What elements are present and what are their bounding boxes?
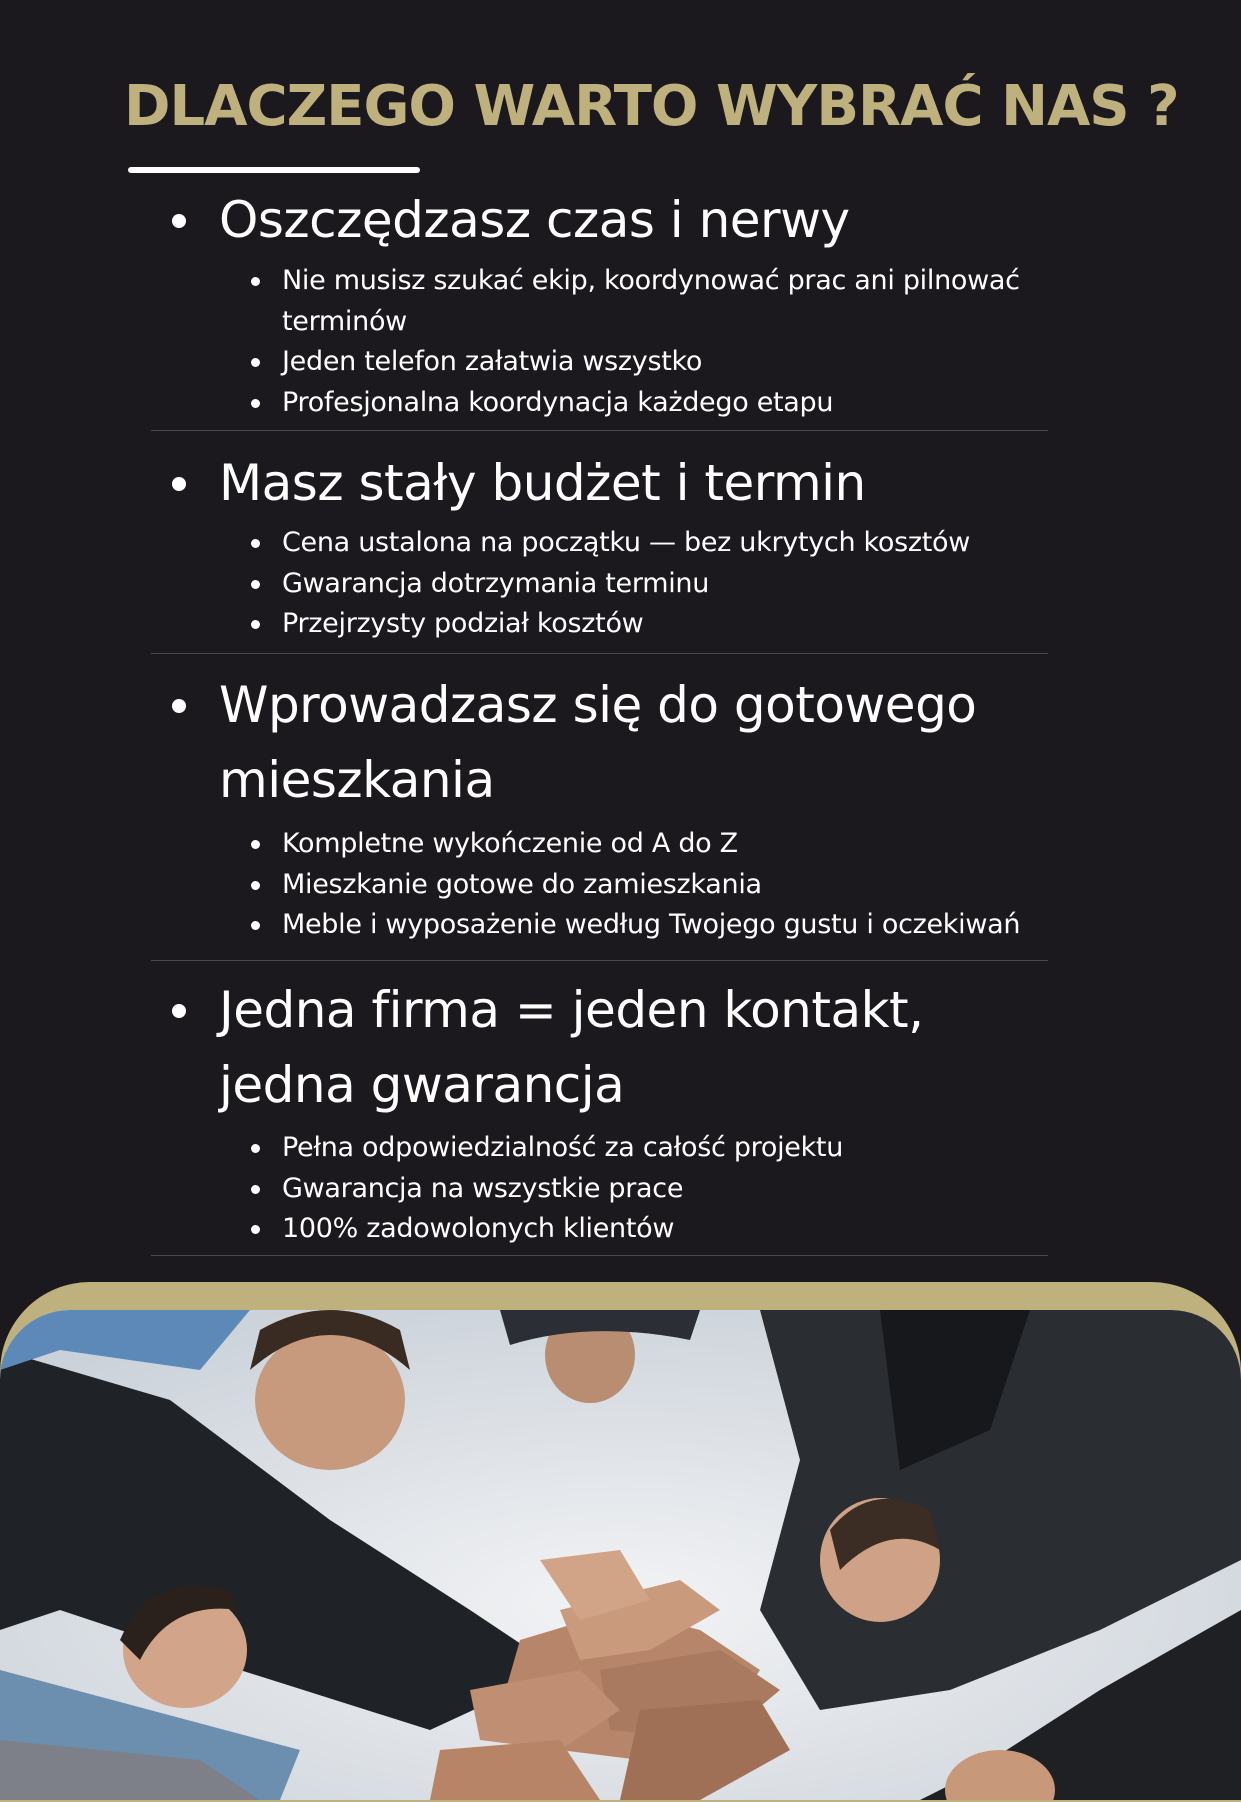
bullet-icon [251, 1225, 260, 1234]
benefit-list [151, 824, 1048, 946]
list-item-text: Mieszkanie gotowe do zamieszkania [282, 868, 762, 900]
bullet-icon [251, 921, 260, 930]
list-item-text: Jeden telefon załatwia wszystko [282, 346, 703, 377]
section-heading [151, 973, 1048, 1123]
section-fixed-budget [151, 446, 1048, 654]
bullet-icon [172, 214, 186, 228]
list-item [151, 564, 1048, 605]
section-heading-text: Masz stały budżet i termin [219, 454, 866, 512]
gold-photo-frame [0, 1282, 1241, 1802]
bullet-icon [251, 580, 260, 589]
list-item-text: 100% zadowolonych klientów [282, 1213, 675, 1244]
bullet-icon [172, 699, 186, 713]
list-item [151, 383, 1048, 424]
list-item-text: Cena ustalona na początku — bez ukrytych kosztów [282, 527, 971, 558]
page-title: DLACZEGO WARTO WYBRAĆ NAS ? [124, 74, 1179, 139]
section-time-savings [151, 183, 1048, 431]
bullet-icon [251, 840, 260, 849]
section-heading [151, 446, 1048, 521]
list-item-text: Pełna odpowiedzialność za całość projektu [282, 1132, 844, 1163]
section-heading [151, 668, 1048, 818]
bullet-icon [172, 1004, 186, 1018]
benefit-list [151, 261, 1048, 423]
list-item-text: Przejrzysty podział kosztów [282, 608, 644, 639]
section-heading-text: Wprowadzasz się do gotowego mieszkania [219, 676, 977, 809]
benefit-list [151, 523, 1048, 645]
bullet-icon [251, 881, 260, 890]
benefit-list [151, 1128, 1048, 1250]
bullet-icon [251, 277, 260, 286]
list-item [151, 1128, 1048, 1169]
list-item [151, 261, 1032, 342]
team-hands-illustration [0, 1310, 1241, 1800]
list-item-text: Nie musisz szukać ekip, koordynować prac ani pilnować terminów [282, 265, 1020, 337]
section-heading [151, 183, 1048, 258]
list-item-text: Kompletne wykończenie od A do Z [282, 828, 738, 859]
list-item [151, 824, 1048, 865]
bullet-icon [251, 399, 260, 408]
list-item [151, 905, 1048, 946]
list-item [151, 342, 1048, 383]
section-single-contact [151, 973, 1048, 1256]
section-heading-text: Jedna firma = jeden kontakt, jedna gwarancja [219, 981, 924, 1114]
list-item-text: Gwarancja na wszystkie prace [282, 1172, 684, 1204]
bullet-icon [251, 1144, 260, 1153]
title-underline [128, 167, 420, 173]
list-item [151, 1169, 1048, 1210]
list-item-text: Profesjonalna koordynacja każdego etapu [282, 386, 834, 418]
list-item [151, 865, 1048, 906]
list-item-text: Gwarancja dotrzymania terminu [282, 567, 710, 599]
bullet-icon [251, 1185, 260, 1194]
bullet-icon [251, 620, 260, 629]
list-item [151, 523, 1048, 564]
team-hands-photo [0, 1310, 1241, 1800]
list-item [151, 1209, 1048, 1250]
section-ready-apartment [151, 668, 1048, 961]
section-heading-text: Oszczędzasz czas i nerwy [219, 191, 850, 249]
list-item [151, 604, 1048, 645]
bullet-icon [251, 358, 260, 367]
bullet-icon [172, 477, 186, 491]
bullet-icon [251, 539, 260, 548]
list-item-text: Meble i wyposażenie według Twojego gustu i oczekiwań [282, 909, 1021, 940]
